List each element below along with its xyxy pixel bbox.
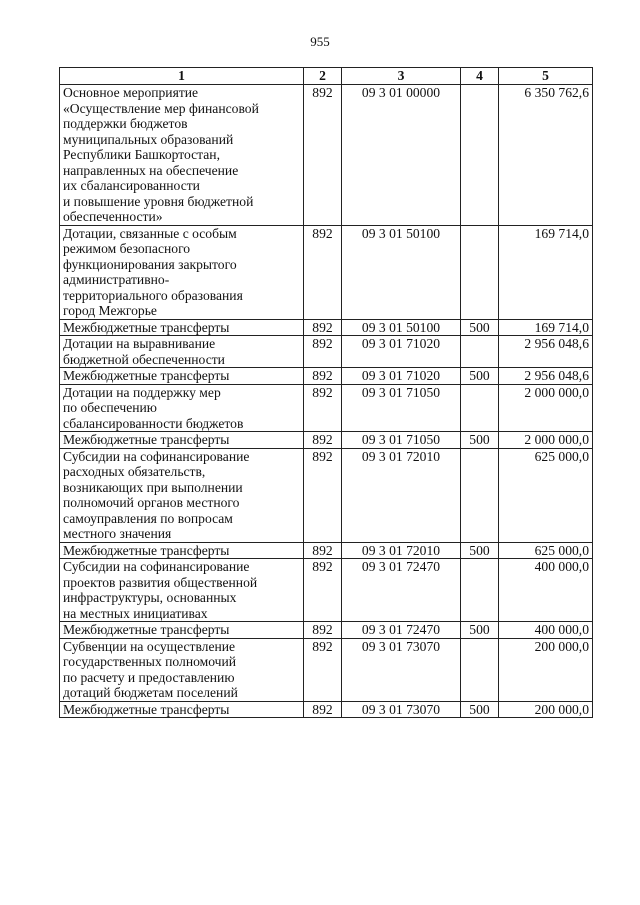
row-name: Межбюджетные трансферты bbox=[60, 701, 304, 718]
row-grbs-code: 892 bbox=[304, 638, 342, 701]
row-name: Межбюджетные трансферты bbox=[60, 432, 304, 449]
row-grbs-code: 892 bbox=[304, 384, 342, 432]
row-name: Дотации на поддержку мер по обеспечению сбалансированности бюджетов bbox=[60, 384, 304, 432]
row-expense-type: 500 bbox=[461, 622, 499, 639]
table-body bbox=[60, 85, 593, 718]
row-target-article: 09 3 01 72010 bbox=[342, 542, 461, 559]
row-name: Субсидии на софинансирование проектов развития общественной инфраструктуры, основанных на местных инициативах bbox=[60, 559, 304, 622]
row-name: Субвенции на осуществление государственных полномочий по расчету и предоставлению дотаций бюджетам поселений bbox=[60, 638, 304, 701]
budget-table bbox=[59, 67, 593, 718]
row-amount: 6 350 762,6 bbox=[499, 85, 593, 226]
row-name: Межбюджетные трансферты bbox=[60, 368, 304, 385]
table-row bbox=[60, 368, 593, 385]
row-expense-type: 500 bbox=[461, 701, 499, 718]
row-name: Дотации на выравнивание бюджетной обеспеченности bbox=[60, 336, 304, 368]
row-expense-type bbox=[461, 384, 499, 432]
header-col-5: 5 bbox=[499, 68, 593, 85]
row-grbs-code: 892 bbox=[304, 448, 342, 542]
row-expense-type: 500 bbox=[461, 319, 499, 336]
row-name: Субсидии на софинансирование расходных обязательств, возникающих при выполнении полномочий органов местного самоуправления по вопросам местного значения bbox=[60, 448, 304, 542]
table-row bbox=[60, 85, 593, 226]
row-grbs-code: 892 bbox=[304, 336, 342, 368]
table-row bbox=[60, 622, 593, 639]
row-expense-type bbox=[461, 638, 499, 701]
row-name: Основное мероприятие «Осуществление мер финансовой поддержки бюджетов муниципальных образований Республики Башкортостан, направленных на обеспечение их сбалансированности и повышение уровня бюджетной обеспеченности» bbox=[60, 85, 304, 226]
table-row bbox=[60, 384, 593, 432]
row-amount: 169 714,0 bbox=[499, 225, 593, 319]
row-target-article: 09 3 01 72010 bbox=[342, 448, 461, 542]
row-grbs-code: 892 bbox=[304, 225, 342, 319]
table-row bbox=[60, 542, 593, 559]
row-target-article: 09 3 01 73070 bbox=[342, 701, 461, 718]
row-target-article: 09 3 01 72470 bbox=[342, 559, 461, 622]
row-amount: 200 000,0 bbox=[499, 701, 593, 718]
row-expense-type: 500 bbox=[461, 368, 499, 385]
table-row bbox=[60, 225, 593, 319]
row-target-article: 09 3 01 50100 bbox=[342, 225, 461, 319]
row-grbs-code: 892 bbox=[304, 85, 342, 226]
table-row bbox=[60, 559, 593, 622]
table-row bbox=[60, 319, 593, 336]
row-expense-type: 500 bbox=[461, 432, 499, 449]
row-target-article: 09 3 01 71020 bbox=[342, 336, 461, 368]
row-amount: 2 000 000,0 bbox=[499, 384, 593, 432]
row-target-article: 09 3 01 71020 bbox=[342, 368, 461, 385]
row-amount: 400 000,0 bbox=[499, 559, 593, 622]
row-amount: 625 000,0 bbox=[499, 448, 593, 542]
row-target-article: 09 3 01 71050 bbox=[342, 384, 461, 432]
row-grbs-code: 892 bbox=[304, 559, 342, 622]
row-name: Межбюджетные трансферты bbox=[60, 319, 304, 336]
row-amount: 625 000,0 bbox=[499, 542, 593, 559]
row-amount: 200 000,0 bbox=[499, 638, 593, 701]
table-row bbox=[60, 701, 593, 718]
row-expense-type bbox=[461, 559, 499, 622]
row-grbs-code: 892 bbox=[304, 432, 342, 449]
row-amount: 2 000 000,0 bbox=[499, 432, 593, 449]
header-col-4: 4 bbox=[461, 68, 499, 85]
row-expense-type bbox=[461, 336, 499, 368]
row-target-article: 09 3 01 50100 bbox=[342, 319, 461, 336]
row-grbs-code: 892 bbox=[304, 368, 342, 385]
table-row bbox=[60, 336, 593, 368]
table-row bbox=[60, 638, 593, 701]
row-grbs-code: 892 bbox=[304, 622, 342, 639]
row-target-article: 09 3 01 73070 bbox=[342, 638, 461, 701]
row-name: Дотации, связанные с особым режимом безопасного функционирования закрытого административно- территориального образования город Межгорье bbox=[60, 225, 304, 319]
row-expense-type: 500 bbox=[461, 542, 499, 559]
row-amount: 400 000,0 bbox=[499, 622, 593, 639]
header-col-2: 2 bbox=[304, 68, 342, 85]
row-expense-type bbox=[461, 448, 499, 542]
header-col-1: 1 bbox=[60, 68, 304, 85]
row-expense-type bbox=[461, 225, 499, 319]
header-col-3: 3 bbox=[342, 68, 461, 85]
row-grbs-code: 892 bbox=[304, 319, 342, 336]
row-name: Межбюджетные трансферты bbox=[60, 542, 304, 559]
row-target-article: 09 3 01 71050 bbox=[342, 432, 461, 449]
row-amount: 2 956 048,6 bbox=[499, 336, 593, 368]
row-expense-type bbox=[461, 85, 499, 226]
row-amount: 2 956 048,6 bbox=[499, 368, 593, 385]
page-number: 955 bbox=[310, 34, 330, 49]
row-name: Межбюджетные трансферты bbox=[60, 622, 304, 639]
table-row bbox=[60, 432, 593, 449]
table-header-row bbox=[60, 68, 593, 85]
row-target-article: 09 3 01 00000 bbox=[342, 85, 461, 226]
row-amount: 169 714,0 bbox=[499, 319, 593, 336]
table-row bbox=[60, 448, 593, 542]
row-grbs-code: 892 bbox=[304, 542, 342, 559]
row-target-article: 09 3 01 72470 bbox=[342, 622, 461, 639]
row-grbs-code: 892 bbox=[304, 701, 342, 718]
